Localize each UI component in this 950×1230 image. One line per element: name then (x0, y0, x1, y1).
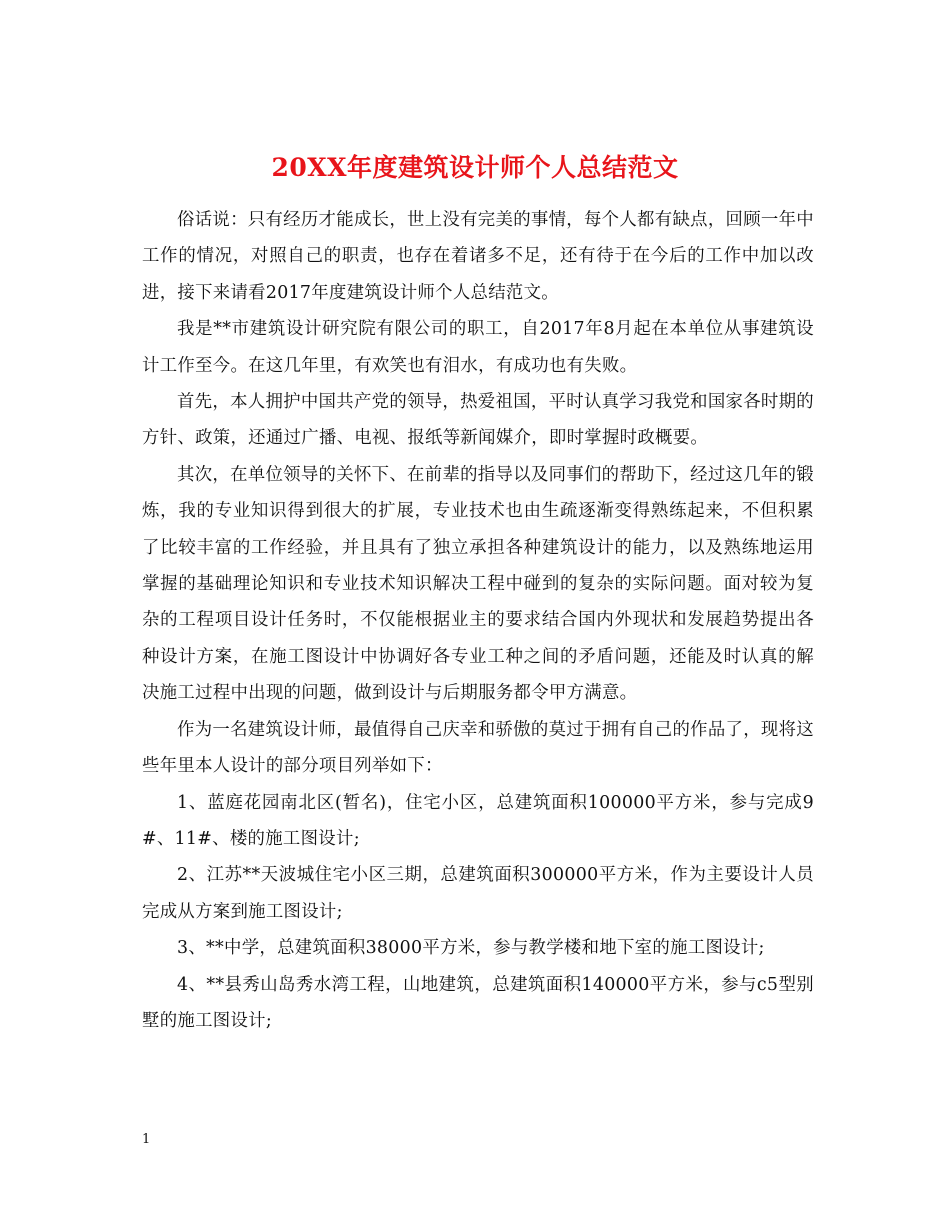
paragraph-professional-growth: 其次，在单位领导的关怀下、在前辈的指导以及同事们的帮助下，经过这几年的锻炼，我的专业知识得到很大的扩展，专业技术也由生疏逐渐变得熟练起来，不但积累了比较丰富的工作经验，并且具有了独立承担各种建筑设计的能力，以及熟练地运用掌握的基础理论知识和专业技术知识解决工程中碰到的复杂的实际问题。面对较为复杂的工程项目设计任务时，不仅能根据业主的要求结合国内外现状和发展趋势提出各种设计方案，在施工图设计中协调好各专业工种之间的矛盾问题，还能及时认真的解决施工过程中出现的问题，做到设计与后期服务都令甲方满意。 (142, 464, 814, 704)
project-list-item: 1、蓝庭花园南北区(暂名)，住宅小区，总建筑面积100000平方米，参与完成9#、11#、楼的施工图设计; (142, 792, 814, 849)
document-body (142, 202, 814, 1039)
paragraph-employment: 我是**市建筑设计研究院有限公司的职工，自2017年8月起在本单位从事建筑设计工作至今。在这几年里，有欢笑也有泪水，有成功也有失败。 (142, 319, 814, 376)
paragraph-intro: 俗话说：只有经历才能成长，世上没有完美的事情，每个人都有缺点，回顾一年中工作的情况，对照自己的职责，也存在着诸多不足，还有待于在今后的工作中加以改进，接下来请看2017年度建筑设计师个人总结范文。 (142, 210, 814, 303)
page-number: 1 (142, 1132, 151, 1147)
document-title: 20XX年度建筑设计师个人总结范文 (271, 152, 679, 182)
project-list-item: 2、江苏**天波城住宅小区三期，总建筑面积300000平方米，作为主要设计人员完成从方案到施工图设计; (142, 865, 814, 922)
project-list-item: 3、**中学，总建筑面积38000平方米，参与教学楼和地下室的施工图设计; (177, 938, 765, 959)
paragraph-politics: 首先，本人拥护中国共产党的领导，热爱祖国，平时认真学习我党和国家各时期的方针、政策，还通过广播、电视、报纸等新闻媒介，即时掌握时政概要。 (142, 392, 814, 449)
project-list-item: 4、**县秀山岛秀水湾工程，山地建筑，总建筑面积140000平方米，参与c5型别墅的施工图设计; (142, 974, 814, 1031)
paragraph-projects-intro: 作为一名建筑设计师，最值得自己庆幸和骄傲的莫过于拥有自己的作品了，现将这些年里本人设计的部分项目列举如下： (142, 719, 814, 777)
